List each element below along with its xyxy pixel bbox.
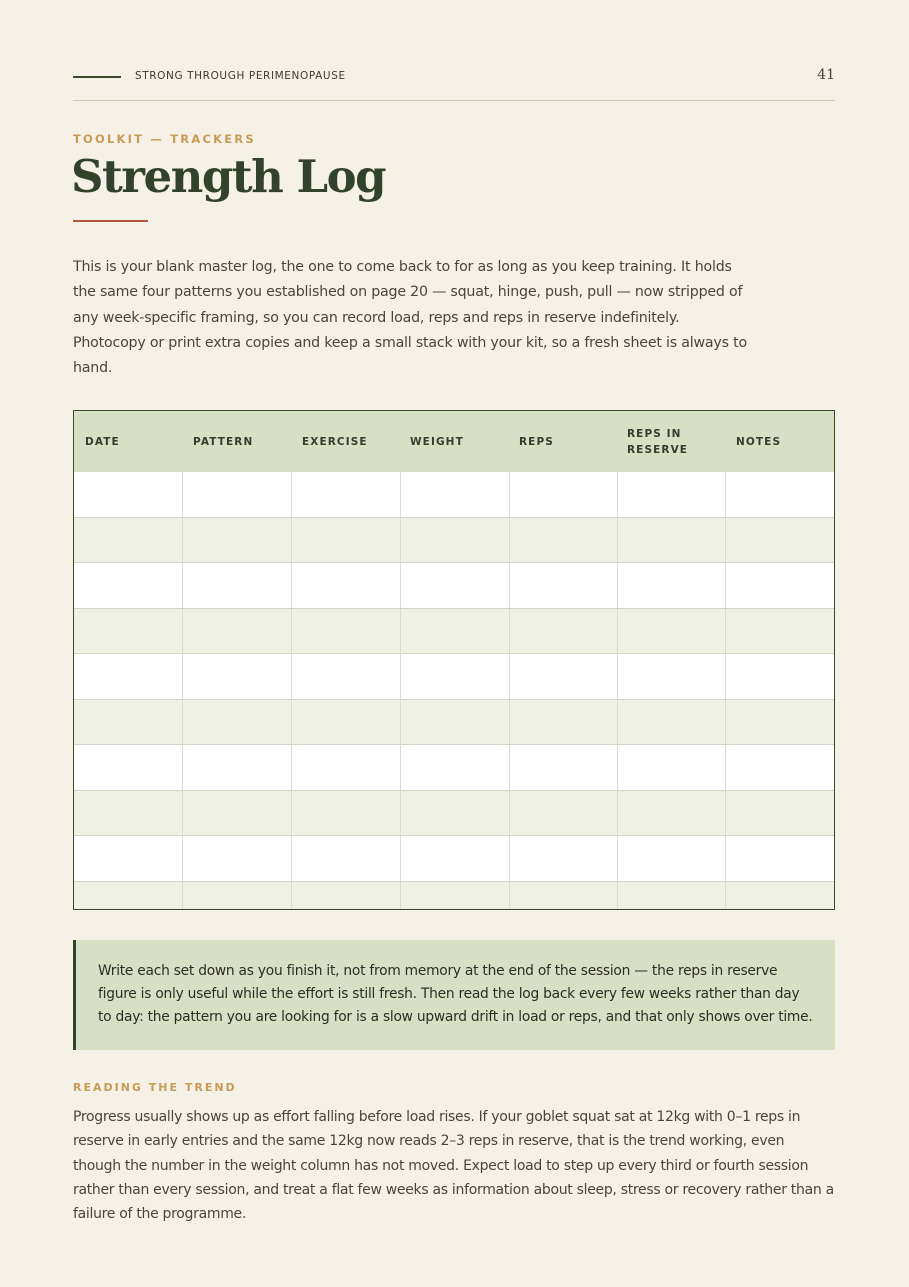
cell-notes[interactable] <box>725 472 834 517</box>
cell-date[interactable] <box>74 700 182 745</box>
cell-exercise[interactable] <box>291 472 400 517</box>
cell-date[interactable] <box>74 563 182 608</box>
table-row <box>74 882 834 911</box>
cell-weight[interactable] <box>400 700 509 745</box>
cell-reps[interactable] <box>509 882 617 911</box>
trend-paragraph: Progress usually shows up as effort falling before load rises. If your goblet squat sat at 12kg with 0–1 reps in reserve in early entries and the same 12kg now reads 2–3 reps in reserve, that is the trend working, even though the number in the weight column has not moved. Expect load to step up every third or fourth session rather than every session, and treat a flat few weeks as information about sleep, stress or recovery rather than a failure of the programme. <box>73 1109 834 1223</box>
column-header-reps: REPS <box>519 435 554 448</box>
cell-exercise[interactable] <box>291 563 400 608</box>
cell-date[interactable] <box>74 745 182 790</box>
table-row <box>74 745 834 791</box>
cell-weight[interactable] <box>400 882 509 911</box>
table-header <box>74 411 834 473</box>
tip-callout <box>73 940 835 1050</box>
cell-weight[interactable] <box>400 745 509 790</box>
cell-weight[interactable] <box>400 836 509 881</box>
cell-weight[interactable] <box>400 791 509 836</box>
cell-pattern[interactable] <box>182 563 291 608</box>
book-title: STRONG THROUGH PERIMENOPAUSE <box>135 70 346 82</box>
cell-exercise[interactable] <box>291 882 400 911</box>
cell-exercise[interactable] <box>291 745 400 790</box>
table-row <box>74 654 834 700</box>
column-header-weight: WEIGHT <box>410 435 464 448</box>
cell-exercise[interactable] <box>291 609 400 654</box>
header-divider <box>73 100 835 101</box>
cell-pattern[interactable] <box>182 472 291 517</box>
cell-notes[interactable] <box>725 745 834 790</box>
cell-date[interactable] <box>74 654 182 699</box>
cell-reps[interactable] <box>509 654 617 699</box>
cell-reps[interactable] <box>509 836 617 881</box>
cell-reps[interactable] <box>509 472 617 517</box>
cell-notes[interactable] <box>725 654 834 699</box>
cell-reps-in-reserve[interactable] <box>617 836 725 881</box>
cell-pattern[interactable] <box>182 700 291 745</box>
cell-weight[interactable] <box>400 472 509 517</box>
table-row <box>74 563 834 609</box>
table-row <box>74 472 834 518</box>
column-header-pattern: PATTERN <box>193 435 254 448</box>
cell-notes[interactable] <box>725 791 834 836</box>
cell-date[interactable] <box>74 518 182 563</box>
title-underline <box>73 220 148 222</box>
cell-reps-in-reserve[interactable] <box>617 563 725 608</box>
page-title: Strength Log <box>71 150 386 203</box>
column-header-reps-in-reserve: REPS IN RESERVE <box>627 427 689 456</box>
cell-weight[interactable] <box>400 563 509 608</box>
table-body <box>74 472 834 910</box>
cell-reps[interactable] <box>509 700 617 745</box>
table-row <box>74 518 834 564</box>
cell-reps[interactable] <box>509 609 617 654</box>
cell-pattern[interactable] <box>182 609 291 654</box>
page-number: 41 <box>817 67 835 83</box>
table-row <box>74 700 834 746</box>
header-rule <box>73 76 121 78</box>
section-eyebrow: TOOLKIT — TRACKERS <box>73 132 256 146</box>
table-row <box>74 791 834 837</box>
column-header-exercise: EXERCISE <box>302 435 368 448</box>
cell-notes[interactable] <box>725 882 834 911</box>
cell-date[interactable] <box>74 791 182 836</box>
cell-notes[interactable] <box>725 700 834 745</box>
cell-notes[interactable] <box>725 836 834 881</box>
cell-notes[interactable] <box>725 563 834 608</box>
intro-paragraph: This is your blank master log, the one to come back to for as long as you keep training. It holds the same four patterns you established on page 20 — squat, hinge, push, pull — now stripped of any week-specific framing, so you can record load, reps and reps in reserve indefinitely. Photocopy or print extra copies and keep a small stack with your kit, so a fresh sheet is always to hand. <box>73 259 747 377</box>
cell-exercise[interactable] <box>291 518 400 563</box>
cell-pattern[interactable] <box>182 882 291 911</box>
cell-pattern[interactable] <box>182 518 291 563</box>
cell-reps[interactable] <box>509 563 617 608</box>
cell-weight[interactable] <box>400 654 509 699</box>
callout-text: Write each set down as you finish it, not from memory at the end of the session — the reps in reserve figure is only useful while the effort is still fresh. Then read the log back every few weeks rather than day to day: the pattern you are looking for is a slow upward drift in load or reps, and that only shows over time. <box>98 963 813 1025</box>
cell-reps-in-reserve[interactable] <box>617 472 725 517</box>
table-row <box>74 836 834 882</box>
cell-reps[interactable] <box>509 791 617 836</box>
cell-exercise[interactable] <box>291 654 400 699</box>
cell-pattern[interactable] <box>182 654 291 699</box>
cell-exercise[interactable] <box>291 700 400 745</box>
running-header <box>73 66 835 90</box>
cell-notes[interactable] <box>725 518 834 563</box>
cell-reps-in-reserve[interactable] <box>617 745 725 790</box>
cell-weight[interactable] <box>400 609 509 654</box>
cell-reps-in-reserve[interactable] <box>617 518 725 563</box>
cell-pattern[interactable] <box>182 791 291 836</box>
cell-exercise[interactable] <box>291 791 400 836</box>
cell-date[interactable] <box>74 836 182 881</box>
cell-date[interactable] <box>74 472 182 517</box>
cell-date[interactable] <box>74 882 182 911</box>
cell-reps[interactable] <box>509 518 617 563</box>
cell-weight[interactable] <box>400 518 509 563</box>
cell-pattern[interactable] <box>182 745 291 790</box>
cell-notes[interactable] <box>725 609 834 654</box>
cell-date[interactable] <box>74 609 182 654</box>
column-header-date: DATE <box>85 435 120 448</box>
table-row <box>74 609 834 655</box>
cell-pattern[interactable] <box>182 836 291 881</box>
cell-reps-in-reserve[interactable] <box>617 882 725 911</box>
cell-reps-in-reserve[interactable] <box>617 700 725 745</box>
cell-reps-in-reserve[interactable] <box>617 791 725 836</box>
cell-reps-in-reserve[interactable] <box>617 609 725 654</box>
cell-reps-in-reserve[interactable] <box>617 654 725 699</box>
trend-section-label: READING THE TREND <box>73 1081 237 1094</box>
strength-log-table <box>73 410 835 910</box>
cell-exercise[interactable] <box>291 836 400 881</box>
cell-reps[interactable] <box>509 745 617 790</box>
column-header-notes: NOTES <box>736 435 782 448</box>
